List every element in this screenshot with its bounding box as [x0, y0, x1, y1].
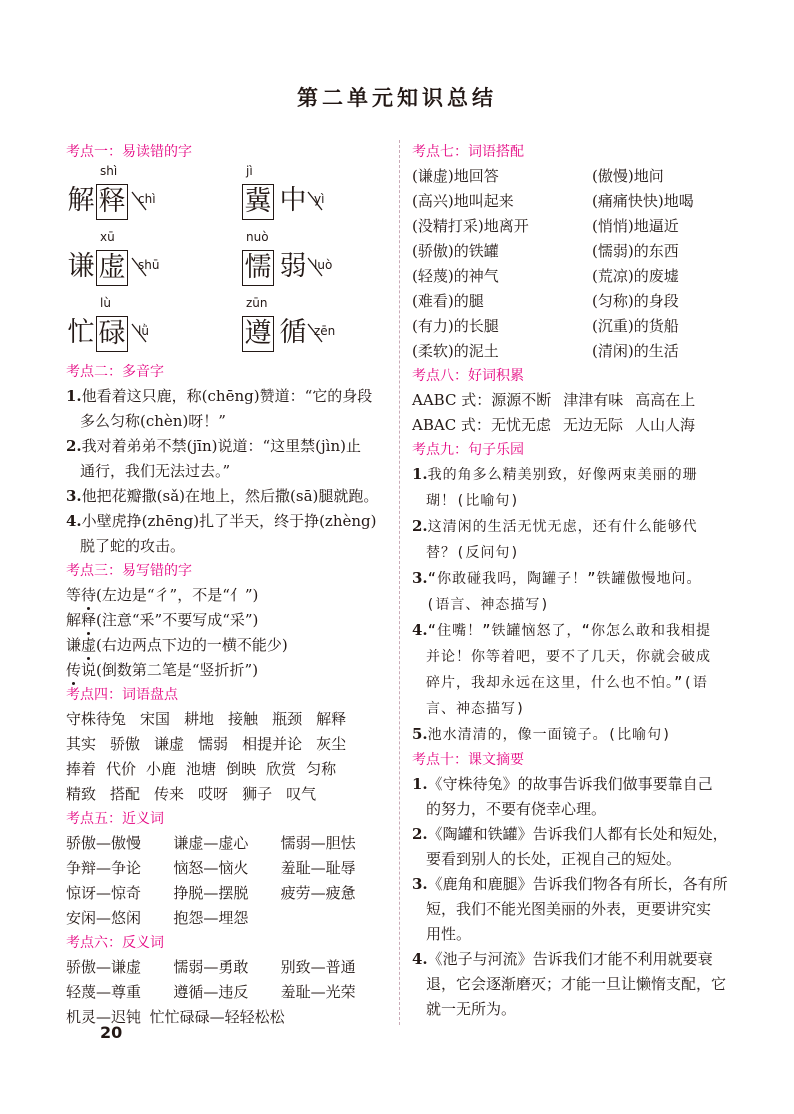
item-number: 1.	[412, 465, 428, 483]
vocab-word: 守株待兔	[66, 710, 127, 728]
collocation-item: (难看)的腿	[412, 292, 484, 310]
collocation-item: (悄悄)地逼近	[592, 217, 679, 235]
note-text: (右边两点下边的一横不能少)	[96, 636, 288, 654]
good-words-list	[412, 388, 734, 438]
pinyin-correct: xū	[100, 230, 115, 244]
synonym-pair: 谦虚—虚心	[173, 834, 249, 852]
synonym-list	[66, 831, 388, 931]
vocab-word: 相提并论	[242, 735, 303, 753]
item-number: 4.	[412, 621, 428, 639]
pinyin-item	[66, 164, 216, 224]
section-5-header: 考点五：近义词	[66, 811, 164, 827]
item-number: 5.	[412, 725, 428, 743]
synonym-pair	[281, 906, 388, 931]
sentence-item	[412, 462, 734, 488]
item-text: 他看着这只鹿，称(chēng)赞道：“它的身段	[81, 387, 373, 405]
summary-item	[412, 947, 734, 972]
vocab-word: 其实	[66, 735, 97, 753]
item-text: 退，它会逐渐磨灭；才能一旦让懒惰支配，它	[426, 975, 727, 993]
sentence-item-continued	[412, 670, 734, 696]
vocab-word: 小鹿	[146, 760, 177, 778]
pinyin-wrong: luò	[314, 258, 333, 272]
pinyin-correct: jì	[246, 164, 253, 178]
sentence-item-continued	[412, 540, 734, 566]
pattern-label: AABC 式：	[412, 391, 492, 409]
easy-miswrite-list	[66, 583, 388, 683]
pinyin-correct: shì	[100, 164, 118, 178]
vocab-word: 传来	[154, 785, 185, 803]
vocab-row	[66, 757, 388, 782]
section-3-header: 考点三：易写错的字	[66, 563, 192, 579]
collocation-item: (懦弱)的东西	[592, 242, 679, 260]
synonym-row	[66, 906, 388, 931]
synonym-pair: 疲劳—疲惫	[280, 884, 356, 902]
collocation-item: (骄傲)的铁罐	[412, 242, 499, 260]
summary-item-continued	[412, 847, 734, 872]
antonym-pair: 机灵—迟钝	[66, 1008, 142, 1026]
synonym-pair: 安闲—悠闲	[66, 909, 142, 927]
sentence-list	[412, 462, 734, 748]
item-text: 言、神态描写)	[426, 701, 526, 717]
pinyin-correct: nuò	[246, 230, 269, 244]
pinyin-wrong: zēn	[314, 324, 336, 338]
collocation-row	[412, 189, 734, 214]
vocab-word: 狮子	[242, 785, 273, 803]
marked-character: 虚	[81, 633, 96, 658]
item-text: 他把花瓣撒(sǎ)在地上，然后撒(sā)腿就跑。	[81, 487, 379, 505]
summary-item-continued	[412, 997, 734, 1022]
polyphone-item	[66, 484, 388, 509]
collocation-item: (轻蔑)的神气	[412, 267, 499, 285]
section-1-header: 考点一：易读错的字	[66, 144, 192, 160]
character: 弱	[279, 251, 307, 282]
synonym-pair: 惊讶—惊奇	[66, 884, 142, 902]
vocab-word: 欣赏	[266, 760, 297, 778]
note-text: 说(倒数第二笔是“竖折折”)	[81, 661, 259, 679]
sentence-item	[412, 722, 734, 748]
vocab-word: 懦弱	[198, 735, 229, 753]
antonym-row	[66, 980, 388, 1005]
boxed-character: 释	[96, 184, 128, 220]
boxed-character: 碌	[96, 316, 128, 352]
section-2-header: 考点二：多音字	[66, 364, 164, 380]
boxed-character: 遵	[242, 316, 274, 352]
synonym-pair: 羞耻—耻辱	[280, 859, 356, 877]
miswrite-item	[66, 658, 388, 683]
item-number: 2.	[412, 825, 428, 843]
sentence-item	[412, 618, 734, 644]
boxed-character: 虚	[96, 250, 128, 286]
vocabulary-list	[66, 707, 388, 807]
synonym-pair: 懦弱—胆怯	[280, 834, 356, 852]
vocab-word: 倒映	[226, 760, 257, 778]
item-number: 2.	[66, 437, 82, 455]
antonym-pair: 懦弱—勇敢	[173, 958, 249, 976]
section-4-header: 考点四：词语盘点	[66, 687, 178, 703]
marked-character: 传	[66, 658, 81, 683]
item-text: 替？(反问句)	[426, 545, 520, 561]
collocation-row	[412, 339, 734, 364]
sentence-item-continued	[412, 488, 734, 514]
good-word: 人山人海	[634, 416, 695, 434]
miswrite-item	[66, 608, 388, 633]
item-number: 3.	[412, 875, 428, 893]
synonym-pair: 抱怨—埋怨	[173, 909, 249, 927]
character: 解	[67, 185, 95, 216]
synonym-row	[66, 881, 388, 906]
antonym-pair: 羞耻—光荣	[280, 983, 356, 1001]
pinyin-item	[66, 230, 216, 290]
synonym-pair: 恼怒—恼火	[173, 859, 249, 877]
vocab-word: 接触	[228, 710, 259, 728]
column-divider	[399, 140, 400, 1025]
pinyin-grid	[66, 164, 388, 360]
section-8-header: 考点八：好词积累	[412, 368, 524, 384]
collocation-row	[412, 314, 734, 339]
item-number: 1.	[66, 387, 82, 405]
sentence-item	[412, 514, 734, 540]
collocation-item: (傲慢)地问	[592, 167, 664, 185]
note-text: (左边是“彳”，不是“亻”)	[96, 586, 259, 604]
synonym-row	[66, 831, 388, 856]
boxed-character: 懦	[242, 250, 274, 286]
vocab-word: 瓶颈	[272, 710, 303, 728]
item-text: 《池子与河流》告诉我们才能不利用就要衰	[427, 950, 713, 968]
pattern-label: ABAC 式：	[412, 416, 491, 434]
item-text: (语言、神态描写)	[426, 597, 550, 613]
item-text: 《鹿角和鹿腿》告诉我们物各有所长，各有所	[427, 875, 728, 893]
collocation-row	[412, 264, 734, 289]
item-text: 《陶罐和铁罐》告诉我们人都有长处和短处，	[427, 825, 728, 843]
page-title: 第二单元知识总结	[297, 86, 497, 110]
vocab-word: 池塘	[186, 760, 217, 778]
item-number: 2.	[412, 517, 428, 535]
sentence-item-continued	[412, 592, 734, 618]
antonym-pair	[304, 1005, 388, 1030]
section-6-header: 考点六：反义词	[66, 935, 164, 951]
marked-character: 释	[81, 608, 96, 633]
good-word: 无边无际	[562, 416, 623, 434]
polyphone-item	[66, 509, 388, 534]
collocation-item: (沉重)的货船	[592, 317, 679, 335]
antonym-pair: 别致—普通	[280, 958, 356, 976]
sentence-item-continued	[412, 644, 734, 670]
boxed-character: 冀	[242, 184, 274, 220]
left-column	[66, 140, 388, 1030]
item-text: 我的角多么精美别致，好像两束美丽的珊	[427, 467, 698, 483]
vocab-word: 解释	[316, 710, 347, 728]
item-text: 用性。	[426, 925, 472, 943]
vocab-word: 叹气	[286, 785, 317, 803]
pinyin-item	[242, 296, 392, 356]
summary-list	[412, 772, 734, 1022]
item-text: 短，我们不能光图美丽的外表，更要讲究实	[426, 900, 712, 918]
collocation-item: (匀称)的身段	[592, 292, 679, 310]
vocab-word: 精致	[66, 785, 97, 803]
vocab-word: 搭配	[110, 785, 141, 803]
summary-item-continued	[412, 922, 734, 947]
collocation-item: (高兴)地叫起来	[412, 192, 514, 210]
collocation-item: (痛痛快快)地喝	[592, 192, 694, 210]
right-column	[412, 140, 734, 1022]
item-text: 我对着弟弟不禁(jīn)说道：“这里禁(jìn)止	[81, 437, 361, 455]
summary-item	[412, 822, 734, 847]
antonym-pair: 遵循—违反	[173, 983, 249, 1001]
good-word: 源源不断	[491, 391, 552, 409]
pinyin-item	[242, 164, 392, 224]
summary-item-continued	[412, 897, 734, 922]
pinyin-correct: zūn	[246, 296, 268, 310]
character: 忙	[67, 317, 95, 348]
item-number: 4.	[66, 512, 82, 530]
item-text: 《守株待兔》的故事告诉我们做事要靠自己	[427, 775, 713, 793]
antonym-pair: 轻蔑—尊重	[66, 983, 142, 1001]
item-text: 并论！你等着吧，要不了几天，你就会破成	[426, 649, 711, 665]
polyphone-item	[66, 434, 388, 459]
vocab-word: 谦虚	[154, 735, 185, 753]
item-text: “住嘴！”铁罐恼怒了，“你怎么敢和我相提	[427, 623, 711, 639]
collocation-item: (谦虚)地回答	[412, 167, 499, 185]
section-10-header: 考点十：课文摘要	[412, 752, 524, 768]
character: 循	[279, 317, 307, 348]
summary-item-continued	[412, 797, 734, 822]
summary-item	[412, 872, 734, 897]
page-number: 20	[100, 1023, 123, 1042]
antonym-list	[66, 955, 388, 1030]
section-7-header: 考点七：词语搭配	[412, 144, 524, 160]
section-9-header: 考点九：句子乐园	[412, 442, 524, 458]
item-text: 要看到别人的长处，正视自己的短处。	[426, 850, 682, 868]
synonym-row	[66, 856, 388, 881]
word-part: 解	[66, 611, 82, 629]
vocab-word: 耕地	[184, 710, 215, 728]
item-text: 瑚！(比喻句)	[426, 493, 520, 509]
pinyin-item	[242, 230, 392, 290]
good-words-row	[412, 413, 734, 438]
polyphone-item-continued: 脱了蛇的攻击。	[80, 537, 186, 555]
good-word: 津津有味	[563, 391, 624, 409]
marked-character: 待	[81, 583, 96, 608]
antonym-pair: 忙忙碌碌—轻轻松松	[149, 1008, 285, 1026]
item-number: 1.	[412, 775, 428, 793]
item-text: “你敢碰我吗，陶罐子！”铁罐傲慢地问。	[427, 571, 702, 587]
vocab-word: 骄傲	[110, 735, 141, 753]
vocab-word: 代价	[106, 760, 137, 778]
good-word: 高高在上	[635, 391, 696, 409]
item-text: 小壁虎挣(zhēng)扎了半天，终于挣(zhèng)	[81, 512, 377, 530]
item-number: 3.	[66, 487, 82, 505]
collocation-row	[412, 289, 734, 314]
summary-item-continued	[412, 972, 734, 997]
synonym-pair: 争辩—争论	[66, 859, 142, 877]
collocation-item: (有力)的长腿	[412, 317, 499, 335]
collocation-row	[412, 164, 734, 189]
collocation-item: (荒凉)的废墟	[592, 267, 679, 285]
vocab-word: 捧着	[66, 760, 97, 778]
pinyin-wrong: lǜ	[138, 324, 149, 338]
item-text: 碎片，我却永远在这里，什么也不怕。”(语	[426, 675, 708, 691]
polyphone-item-continued: 多么匀称(chèn)呀！”	[80, 412, 226, 430]
polyphone-list	[66, 384, 388, 559]
antonym-row	[66, 955, 388, 980]
polyphone-item-continued: 通行，我们无法过去。”	[80, 462, 231, 480]
vocab-row	[66, 732, 388, 757]
collocation-item: (柔软)的泥土	[412, 342, 499, 360]
character: 谦	[67, 251, 95, 282]
character: 中	[279, 185, 307, 216]
vocab-word: 宋国	[140, 710, 171, 728]
collocation-list	[412, 164, 734, 364]
good-word: 无忧无虑	[490, 416, 551, 434]
item-text: 这清闲的生活无忧无虑，还有什么能够代	[427, 519, 698, 535]
sentence-item	[412, 566, 734, 592]
synonym-pair: 挣脱—摆脱	[173, 884, 249, 902]
vocab-word: 匀称	[306, 760, 337, 778]
pinyin-wrong: chì	[138, 192, 156, 206]
pinyin-item	[66, 296, 216, 356]
item-text: 池水清清的，像一面镜子。(比喻句)	[427, 727, 672, 743]
item-number: 3.	[412, 569, 428, 587]
good-words-row	[412, 388, 734, 413]
synonym-pair: 骄傲—傲慢	[66, 834, 142, 852]
collocation-item: (没精打采)地离开	[412, 217, 529, 235]
vocab-row	[66, 782, 388, 807]
vocab-word: 灰尘	[316, 735, 347, 753]
summary-item	[412, 772, 734, 797]
item-number: 4.	[412, 950, 428, 968]
vocab-row	[66, 707, 388, 732]
vocab-word: 哎呀	[198, 785, 229, 803]
pinyin-wrong: shū	[138, 258, 160, 272]
collocation-row	[412, 214, 734, 239]
word-part: 等	[66, 586, 82, 604]
collocation-item: (清闲)的生活	[592, 342, 679, 360]
antonym-pair: 骄傲—谦虚	[66, 958, 142, 976]
item-text: 就一无所为。	[426, 1000, 517, 1018]
word-part: 谦	[66, 636, 82, 654]
collocation-row	[412, 239, 734, 264]
miswrite-item	[66, 583, 388, 608]
sentence-item-continued	[412, 696, 734, 722]
item-text: 的努力，不要有侥幸心理。	[426, 800, 607, 818]
note-text: (注意“釆”不要写成“采”)	[96, 611, 259, 629]
miswrite-item	[66, 633, 388, 658]
polyphone-item	[66, 384, 388, 409]
pinyin-wrong: yì	[314, 192, 325, 206]
pinyin-correct: lù	[100, 296, 111, 310]
